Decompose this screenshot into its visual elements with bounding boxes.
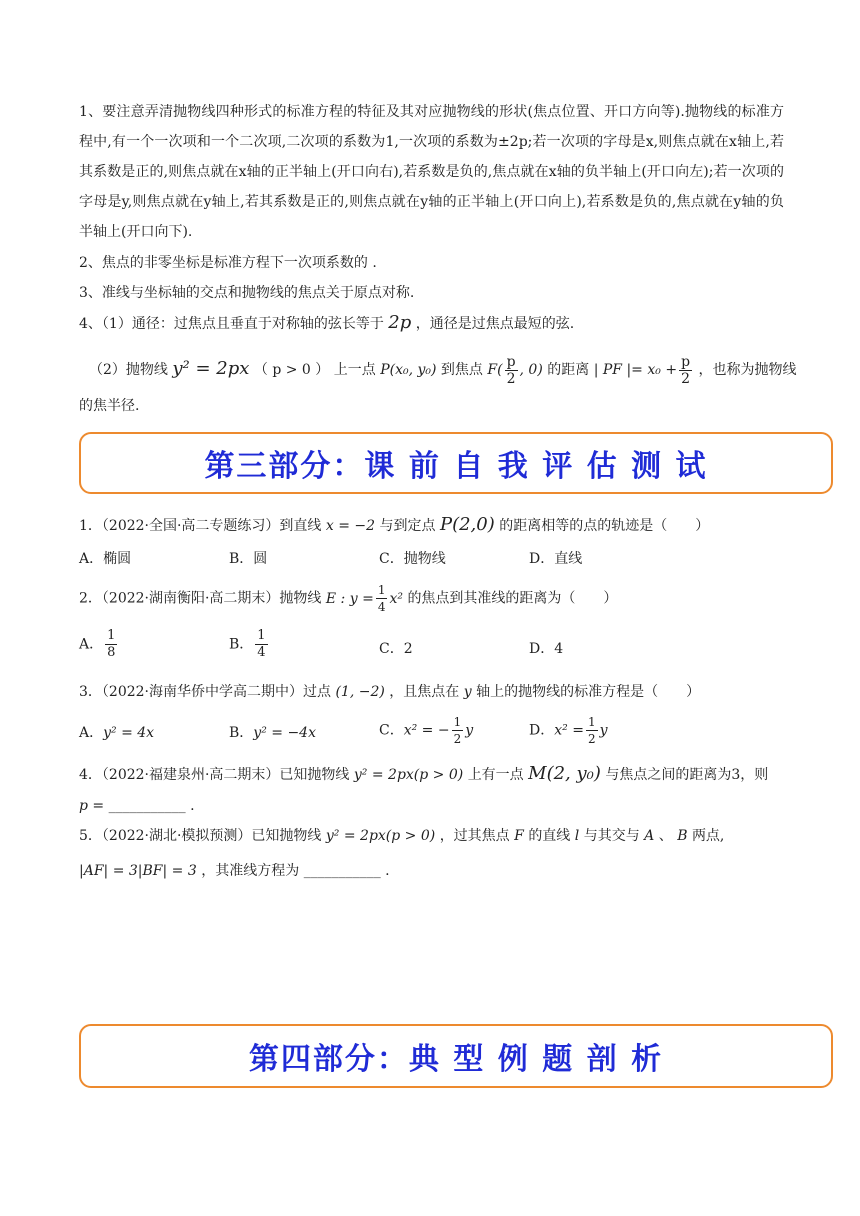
q2-parabola: E : y = $\frac{1}{4}$ x² bbox=[325, 583, 403, 614]
q5-stem-f: 两点, bbox=[691, 828, 725, 844]
point-p: P(x₀, y₀) bbox=[380, 362, 437, 378]
q4-stem-c: 与焦点之间的距离为3，则 bbox=[605, 767, 769, 783]
question-3 bbox=[79, 682, 700, 702]
note-4-1-text-end: ，通径是过焦点最短的弦. bbox=[415, 316, 575, 332]
question-4 bbox=[79, 764, 768, 785]
question-5 bbox=[79, 826, 724, 846]
note-4-2-text-d: 的距离 bbox=[547, 362, 590, 378]
p-condition: （ p > 0 ） bbox=[253, 362, 330, 378]
q2-stem-a: 2．（2022·湖南衡阳·高二期末）抛物线 bbox=[79, 590, 322, 607]
question-5-line-2 bbox=[79, 861, 390, 881]
q3-stem-b: ，且焦点在 bbox=[389, 684, 460, 700]
q4-stem-b: 上有一点 bbox=[467, 767, 524, 783]
q5-point-b: B bbox=[677, 828, 688, 844]
q3-option-d[interactable]: D．x² = $\frac{1}{2}$ y bbox=[529, 715, 608, 746]
q5-point-a: A bbox=[644, 828, 655, 844]
q5-stem-d: 与其交与 bbox=[583, 828, 640, 844]
q4-parabola: y² = 2px(p > 0) bbox=[353, 767, 464, 783]
note-4-2-text-a: （2）抛物线 bbox=[89, 362, 168, 378]
question-2 bbox=[79, 582, 617, 615]
note-4-2-text-c: 到焦点 bbox=[440, 362, 483, 378]
section-4-title: 第四部分：典 型 例 题 剖 析 bbox=[248, 1042, 664, 1077]
q2-stem-b: 的焦点到其准线的距离为（ ） bbox=[407, 590, 618, 607]
section-4-banner bbox=[79, 1024, 833, 1088]
q3-point: (1, −2) bbox=[335, 684, 385, 700]
q3-option-a[interactable]: A．y² = 4x bbox=[79, 725, 155, 741]
q4-answer-blank[interactable]: ___________ bbox=[108, 798, 186, 814]
q1-option-c[interactable]: C．抛物线 bbox=[379, 551, 446, 567]
q2-options bbox=[79, 628, 799, 668]
q5-condition: |AF| = 3|BF| = 3 bbox=[79, 863, 197, 879]
q3-stem-a: 3．（2022·海南华侨中学高二期中）过点 bbox=[79, 684, 331, 700]
q2-option-b[interactable]: B． $\frac{1}{4}$ bbox=[229, 628, 266, 660]
note-4-3: 的焦半径. bbox=[79, 398, 140, 414]
q1-option-b[interactable]: B．圆 bbox=[229, 551, 268, 567]
q1-option-a[interactable]: A．椭圆 bbox=[79, 551, 132, 567]
focal-radius-formula: | PF |= x₀ + $\frac{p}{2}$ bbox=[593, 353, 691, 387]
question-1 bbox=[79, 515, 709, 536]
parabola-equation: y² = 2px bbox=[172, 358, 250, 379]
q2-option-c[interactable]: C．2 bbox=[379, 641, 413, 657]
q1-stem-a: 1．（2022·全国·高二专题练习）到直线 bbox=[79, 518, 322, 534]
note-3: 3、准线与坐标轴的交点和抛物线的焦点关于原点对称. bbox=[79, 285, 415, 301]
q5-stem-e: 、 bbox=[658, 828, 673, 844]
section-3-title: 第三部分：课 前 自 我 评 估 测 试 bbox=[204, 449, 708, 484]
question-4-line-2 bbox=[79, 796, 195, 816]
q1-point: P(2,0) bbox=[439, 514, 495, 535]
q5-end: . bbox=[385, 863, 390, 879]
q4-point: M(2, y₀) bbox=[528, 763, 601, 784]
note-4-1-text: 4、（1）通径：过焦点且垂直于对称轴的弦长等于 bbox=[79, 316, 384, 332]
q4-end: . bbox=[190, 798, 195, 814]
note-4-2-text-b: 上一点 bbox=[333, 362, 376, 378]
q1-option-d[interactable]: D．直线 bbox=[529, 551, 583, 567]
note-4-1-math: 2p bbox=[388, 312, 412, 333]
focus-f: F( $\frac{p}{2}$ , 0) bbox=[487, 353, 543, 387]
q3-axis: y bbox=[463, 684, 472, 700]
q1-line-eq: x = −2 bbox=[325, 518, 376, 534]
q5-focus: F bbox=[514, 828, 524, 844]
q5-stem-c: 的直线 bbox=[528, 828, 571, 844]
note-1: 1、要注意弄清抛物线四种形式的标准方程的特征及其对应抛物线的形状(焦点位置、开口方向等).抛物线的标准方程中,有一个一次项和一个二次项,二次项的系数为1,一次项的系数为±2p;若一次项的字母是x,则焦点就在x轴上,若其系数是正的,则焦点就在x轴的正半轴上(开口向右),若系数是负的,焦点就在x轴的负半轴上(开口向左);若一次项的字母是y,则焦点就在y轴上,若其系数是正的,则焦点就在y轴的正半轴上(开口向上),若系数是负的,焦点就在y轴的负半轴上(开口向下). bbox=[79, 104, 784, 240]
q2-option-a[interactable]: A． $\frac{1}{8}$ bbox=[79, 628, 116, 660]
q5-stem-g: ，其准线方程为 bbox=[201, 863, 300, 879]
q5-stem-b: ，过其焦点 bbox=[439, 828, 510, 844]
q5-line: l bbox=[574, 828, 580, 844]
q5-stem-a: 5．（2022·湖北·模拟预测）已知抛物线 bbox=[79, 828, 322, 844]
note-4-2-text-e: ，也称为抛物线 bbox=[698, 362, 797, 378]
q3-option-c[interactable]: C．x² = − $\frac{1}{2}$ y bbox=[379, 715, 474, 746]
q3-options bbox=[79, 714, 799, 754]
q5-parabola: y² = 2px(p > 0) bbox=[325, 828, 436, 844]
q3-option-b[interactable]: B．y² = −4x bbox=[229, 725, 316, 741]
q4-p-label: p = bbox=[79, 798, 105, 814]
note-4-2 bbox=[89, 352, 796, 387]
section-3-banner bbox=[79, 432, 833, 494]
q1-options bbox=[79, 548, 799, 572]
q3-stem-c: 轴上的抛物线的标准方程是（ ） bbox=[476, 684, 701, 700]
q5-answer-blank[interactable]: ___________ bbox=[303, 863, 381, 879]
note-4-1 bbox=[79, 313, 574, 334]
q1-stem-b: 与到定点 bbox=[379, 518, 436, 534]
q2-option-d[interactable]: D．4 bbox=[529, 641, 564, 657]
note-2: 2、焦点的非零坐标是标准方程下一次项系数的 . bbox=[79, 255, 377, 271]
q4-stem-a: 4．（2022·福建泉州·高二期末）已知抛物线 bbox=[79, 767, 350, 783]
q1-stem-c: 的距离相等的点的轨迹是（ ） bbox=[499, 518, 710, 534]
